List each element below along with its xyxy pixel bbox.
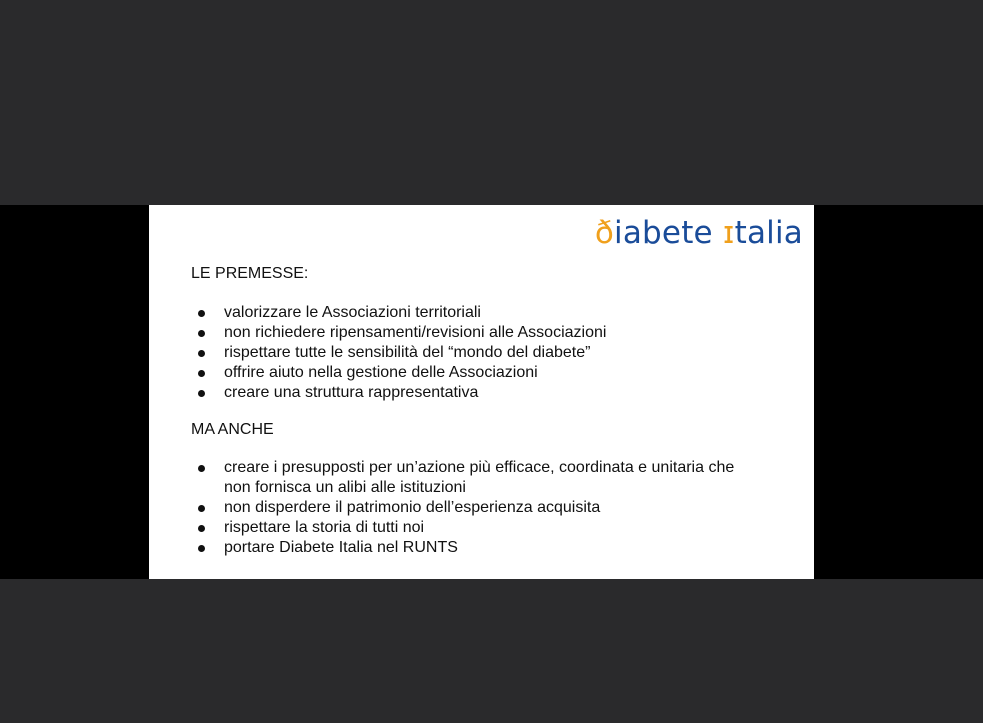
list-item (191, 363, 751, 383)
list-item (191, 303, 751, 323)
logo-part-3: ɪ (722, 215, 735, 251)
list-item-text: creare i presupposti per un’azione più efficace, coordinata e unitaria che non fornisca un alibi alle istituzioni (224, 459, 735, 496)
bullet-icon (198, 370, 205, 377)
list-item (191, 343, 751, 363)
presentation-slide (149, 205, 814, 579)
list-item-text: valorizzare le Associazioni territoriali (224, 304, 481, 321)
list-item-text: rispettare tutte le sensibilità del “mondo del diabete” (224, 344, 591, 361)
diabete-italia-logo (595, 215, 803, 251)
list-item-text: offrire aiuto nella gestione delle Associazioni (224, 364, 538, 381)
list-item (191, 538, 751, 558)
bullet-icon (198, 525, 205, 532)
list-item-text: creare una struttura rappresentativa (224, 384, 479, 401)
bullet-icon (198, 465, 205, 472)
ma-anche-list (191, 458, 751, 558)
logo-part-1: ð (594, 215, 615, 251)
bullet-icon (198, 350, 205, 357)
list-item (191, 518, 751, 538)
list-item-text: non richiedere ripensamenti/revisioni alle Associazioni (224, 324, 607, 341)
list-item-text: rispettare la storia di tutti noi (224, 519, 425, 536)
section-heading-ma-anche: MA ANCHE (191, 421, 274, 438)
logo-part-4: talia (734, 215, 803, 251)
list-item (191, 383, 751, 403)
bullet-icon (198, 505, 205, 512)
bullet-icon (198, 390, 205, 397)
bullet-icon (198, 330, 205, 337)
list-item-text: portare Diabete Italia nel RUNTS (224, 539, 458, 556)
list-item-text: non disperdere il patrimonio dell’esperienza acquisita (224, 499, 601, 516)
list-item (191, 323, 751, 343)
premesse-list (191, 303, 751, 403)
bullet-icon (198, 310, 205, 317)
section-heading-premesse: LE PREMESSE: (191, 265, 309, 282)
video-frame (0, 205, 983, 579)
bullet-icon (198, 545, 205, 552)
logo-part-2: iabete (614, 215, 723, 251)
list-item (191, 458, 751, 498)
list-item (191, 498, 751, 518)
